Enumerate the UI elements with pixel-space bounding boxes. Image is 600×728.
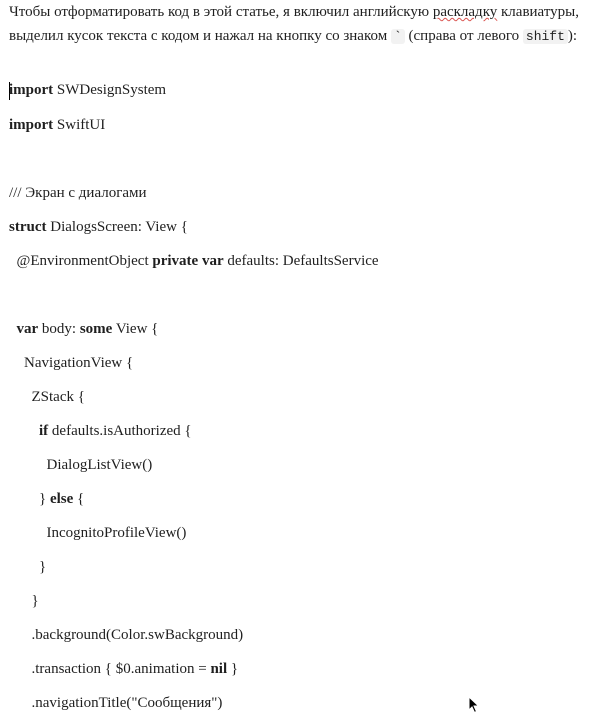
keyword: some xyxy=(79,321,113,337)
intro-text: (справа от левого xyxy=(404,28,523,44)
code-line-incognito[interactable]: IncognitoProfileView() xyxy=(9,525,187,541)
code-line-if[interactable] xyxy=(9,421,192,441)
code-text: @EnvironmentObject xyxy=(9,253,153,269)
code-text: SwiftUI xyxy=(53,117,106,133)
keyword: private xyxy=(152,253,199,269)
code-line-2[interactable] xyxy=(9,115,105,135)
code-line-comment[interactable]: /// Экран с диалогами xyxy=(9,185,147,201)
code-line-navview[interactable]: NavigationView { xyxy=(9,355,134,371)
code-text: } xyxy=(227,661,239,677)
keyword: import xyxy=(9,82,54,98)
code-text: body: xyxy=(38,321,80,337)
code-line-1[interactable] xyxy=(9,80,166,100)
mouse-pointer-icon xyxy=(468,696,480,714)
keyword: struct xyxy=(9,219,47,235)
code-text xyxy=(9,423,39,439)
inline-code-backtick: ` xyxy=(391,29,405,44)
spellcheck-word[interactable]: раскладку xyxy=(432,4,498,20)
intro-text: Чтобы отформатировать код в этой статье, я включил английскую xyxy=(9,4,433,20)
code-text: .transaction { $0.animation = xyxy=(9,661,211,677)
code-line-body[interactable] xyxy=(9,319,158,339)
intro-paragraph xyxy=(9,0,589,49)
code-text: { xyxy=(73,491,85,507)
code-text xyxy=(9,321,17,337)
keyword: var xyxy=(201,253,224,269)
keyword: nil xyxy=(210,661,228,677)
code-line-navtitle[interactable]: .navigationTitle("Сообщения") xyxy=(9,695,223,711)
code-line-struct[interactable] xyxy=(9,217,188,237)
keyword: else xyxy=(49,491,74,507)
code-line-background[interactable]: .background(Color.swBackground) xyxy=(9,627,244,643)
code-line-else[interactable] xyxy=(9,489,84,509)
code-line-close-zstack[interactable]: } xyxy=(9,593,39,609)
code-line-transaction[interactable] xyxy=(9,659,238,679)
intro-text: ): xyxy=(567,28,578,44)
code-text: DialogsScreen: View { xyxy=(46,219,188,235)
code-text: defaults: DefaultsService xyxy=(223,253,379,269)
intro-text: клавиатуры, выделил кусок текста с кодом и нажал на кнопку со знаком xyxy=(9,4,580,44)
code-line-close-if[interactable]: } xyxy=(9,559,47,575)
code-text: SWDesignSystem xyxy=(53,82,167,98)
keyword: if xyxy=(39,423,49,439)
code-line-dialoglist[interactable]: DialogListView() xyxy=(9,457,153,473)
inline-code-shift: shift xyxy=(523,29,568,44)
code-text: } xyxy=(9,491,50,507)
code-line-env[interactable] xyxy=(9,251,379,271)
code-text: defaults.isAuthorized { xyxy=(48,423,192,439)
code-line-zstack[interactable]: ZStack { xyxy=(9,389,85,405)
keyword: var xyxy=(16,321,39,337)
code-text: View { xyxy=(112,321,159,337)
keyword: import xyxy=(9,117,54,133)
